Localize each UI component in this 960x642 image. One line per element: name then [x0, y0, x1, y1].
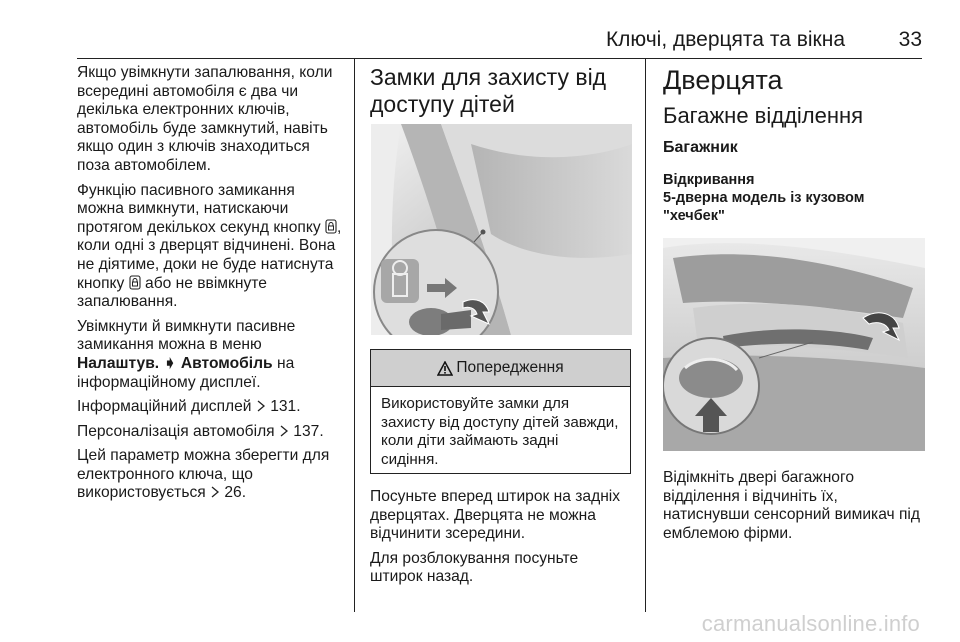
page-header	[0, 24, 960, 58]
paragraph: Увімкнути й вимкнути пасивне замикання можна в меню Налаштув. ➧ Автомобіль на інформаційному дисплеї.	[77, 317, 296, 391]
warning-title: Попередження	[456, 359, 564, 376]
menu-item: Автомобіль	[180, 354, 273, 372]
cross-reference[interactable]: Цей параметр можна зберегти для електронного ключа, що використовується 26.	[77, 447, 330, 502]
column-3	[663, 64, 925, 225]
column-2	[370, 64, 632, 118]
column-2-text	[370, 488, 632, 593]
paragraph: Посуньте вперед штирок на задніх дверцятах. Дверцята не можна відчинити зсередини.	[370, 488, 621, 543]
cross-reference[interactable]: Інформаційний дисплей 131.	[77, 398, 301, 416]
lock-button-icon	[129, 275, 141, 290]
header-title: Ключі, дверцята та вікна	[605, 28, 845, 51]
subheading: Відкривання	[663, 172, 755, 188]
column-divider	[645, 58, 646, 612]
subsection-heading: Багажник	[663, 139, 738, 156]
cross-reference[interactable]: Персоналізація автомобіля 137.	[77, 422, 324, 440]
warning-box	[370, 349, 631, 474]
page-reference-arrow-icon	[256, 399, 266, 413]
menu-separator-icon: ➧	[163, 354, 177, 372]
warning-triangle-icon	[437, 361, 453, 376]
paragraph: Для розблокування посуньте штирок назад.	[370, 549, 579, 586]
tailgate-illustration	[663, 238, 925, 451]
header-rule	[77, 58, 922, 59]
watermark: carmanualsonline.info	[701, 611, 920, 636]
door-edge-image	[371, 124, 632, 335]
paragraph: Функцію пасивного замикання можна вимкнути, натискаючи протягом декількох секунд кнопку , коли одні з дверцят відчинені. Вона не діятиме, доки не буде натиснута кнопку або не ввімкнуте запалювання.	[77, 181, 342, 311]
column-3-text	[663, 469, 925, 543]
page-reference-arrow-icon	[210, 485, 220, 499]
page-number: 33	[898, 28, 922, 51]
warning-text: Використовуйте замки для захисту від доступу дітей завжди, коли діти займають задні сидіння.	[381, 395, 619, 468]
chapter-heading: Дверцята	[663, 65, 783, 95]
warning-header	[371, 350, 630, 387]
page-reference-arrow-icon	[279, 424, 289, 438]
model-heading: 5-дверна модель із кузовом "хечбек"	[663, 190, 865, 224]
section-heading: Замки для захисту від доступу дітей	[370, 64, 607, 117]
hatchback-rear-image	[663, 238, 925, 451]
menu-item: Налаштув.	[77, 354, 160, 372]
lock-button-icon	[325, 219, 337, 234]
paragraph: Якщо увімкнути запалювання, коли всередині автомобіля є два чи декілька електронних ключів, автомобіль буде замкнутий, навіть якщо один з ключів знаходиться поза автомобілем.	[77, 64, 333, 174]
column-1	[77, 64, 345, 509]
column-divider	[354, 58, 355, 612]
section-heading: Багажне відділення	[663, 103, 864, 128]
paragraph: Відімкніть двері багажного відділення і відчиніть їх, натиснувши сенсорний вимикач під емблемою фірми.	[663, 469, 920, 542]
child-lock-illustration	[371, 124, 632, 335]
